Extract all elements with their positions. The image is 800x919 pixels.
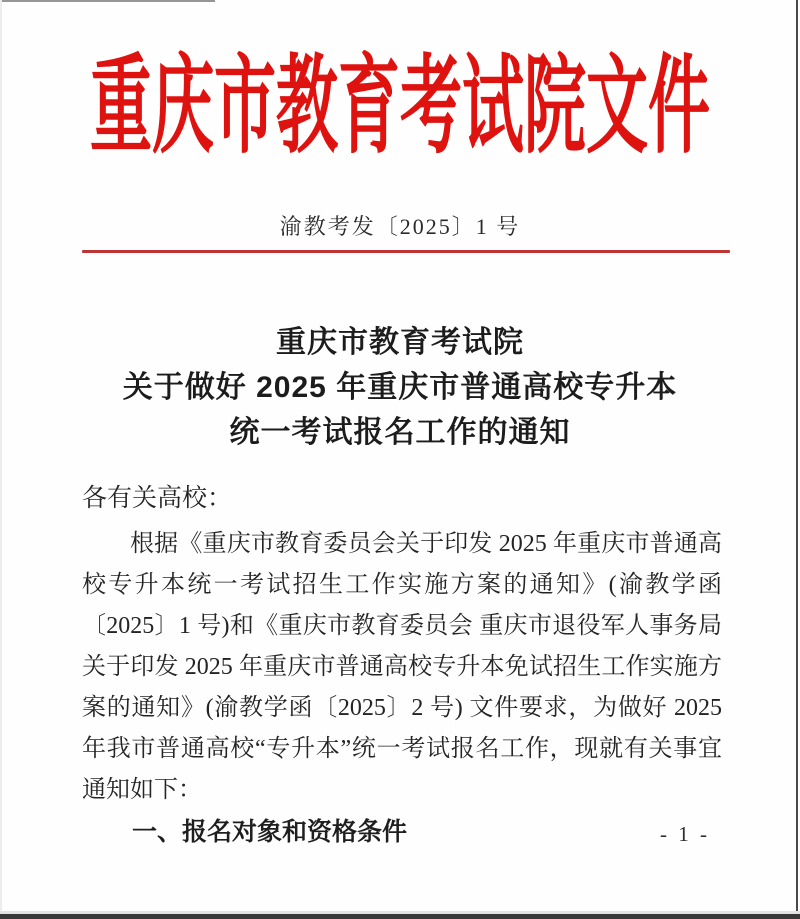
document-title-line-1: 重庆市教育考试院 bbox=[276, 326, 524, 359]
red-divider-line bbox=[82, 250, 730, 253]
photo-edge-right bbox=[796, 0, 798, 919]
section-heading: 一、报名对象和资格条件 bbox=[132, 818, 408, 846]
document-title bbox=[0, 320, 800, 455]
document-title-line-3: 统一考试报名工作的通知 bbox=[229, 416, 571, 449]
salutation: 各有关高校： bbox=[82, 485, 233, 512]
photo-edge-bottom bbox=[0, 914, 800, 919]
document-body bbox=[82, 478, 722, 853]
body-paragraph: 根据《重庆市教育委员会关于印发 2025 年重庆市普通高校专升本统一考试招生工作实施方案的通知》(渝教学函〔2025〕1 号)和《重庆市教育委员会 重庆市退役军人事务局关于印发 2025 年重庆市普通高校专升本免试招生工作实施方案的通知》(渝教学函〔2025〕2 号) 文件要求，为做好 2025 年我市普通高校“专升本”统一考试报名工作，现就有关事宜通知如下： bbox=[82, 531, 722, 803]
photo-edge-top bbox=[0, 0, 215, 2]
document-number: 渝教考发〔2025〕1 号 bbox=[279, 214, 521, 239]
document-title-line-2: 关于做好 2025 年重庆市普通高校专升本 bbox=[122, 371, 678, 404]
letterhead-title: 重庆市教育考试院文件 bbox=[89, 49, 710, 167]
photo-edge-left bbox=[0, 0, 2, 919]
page-number: - 1 - bbox=[660, 822, 710, 846]
